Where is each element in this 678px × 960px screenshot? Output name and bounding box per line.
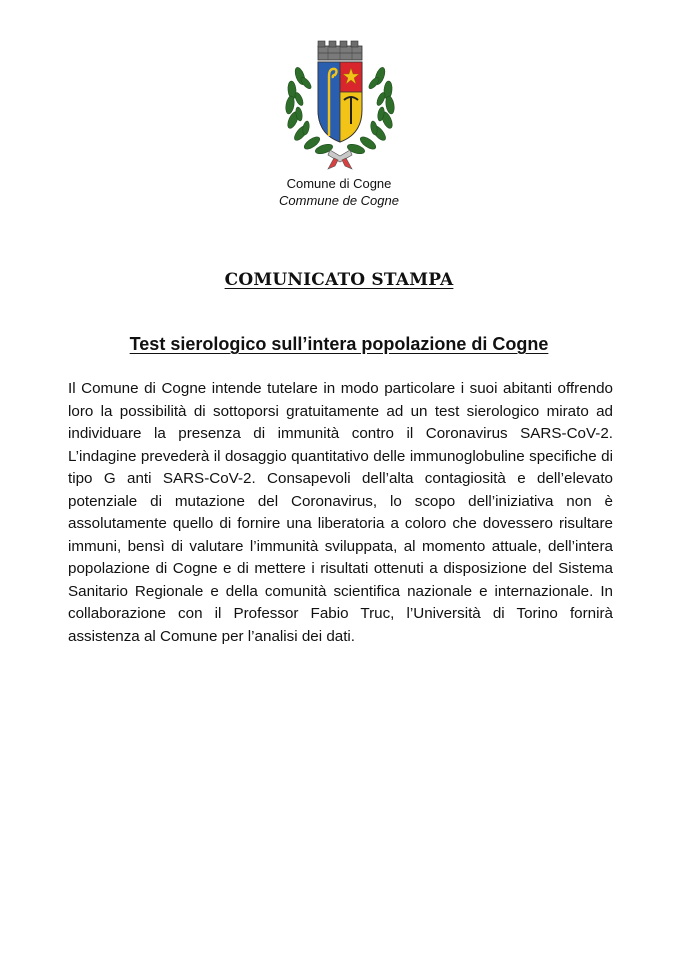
shield-icon — [318, 62, 362, 142]
municipality-name-italian: Comune di Cogne — [286, 176, 392, 191]
press-release-headline: Test sierologico sull’intera popolazione di Cogne — [129, 334, 549, 354]
crown-icon — [318, 41, 362, 60]
document-type-title: COMUNICATO STAMPA — [224, 270, 454, 290]
municipal-coat-of-arms-icon — [282, 38, 398, 170]
municipality-name-french: Commune de Cogne — [279, 193, 399, 208]
press-release-body: Il Comune di Cogne intende tutelare in modo particolare i suoi abitanti offrendo loro la possibilità di sottoporsi gratuitamente ad un test sierologico mirato ad individuare la presenza di immunità contro il Coronavirus SARS-CoV-2. L’indagine prevederà il dosaggio quantitativo delle immunoglobuline specifiche di tipo G anti SARS-CoV-2. Consapevoli dell’alta contagiosità e dell’elevato potenziale di mutazione del Coronavirus, lo scopo dell’iniziativa non è assolutamente quello di fornire una liberatoria a coloro che dovessero risultare immuni, bensì di valutare l’immunità sviluppata, al momento attuale, dell’intera popolazione di Cogne e di mettere i risultati ottenuti a disposizione del Sistema Sanitario Regionale e della comunità scientifica nazionale e internazionale. In collaborazione con il Professor Fabio Truc, l’Università di Torino fornirà assistenza al Comune per l’analisi dei dati. — [68, 380, 613, 645]
ribbon-icon — [328, 150, 352, 169]
